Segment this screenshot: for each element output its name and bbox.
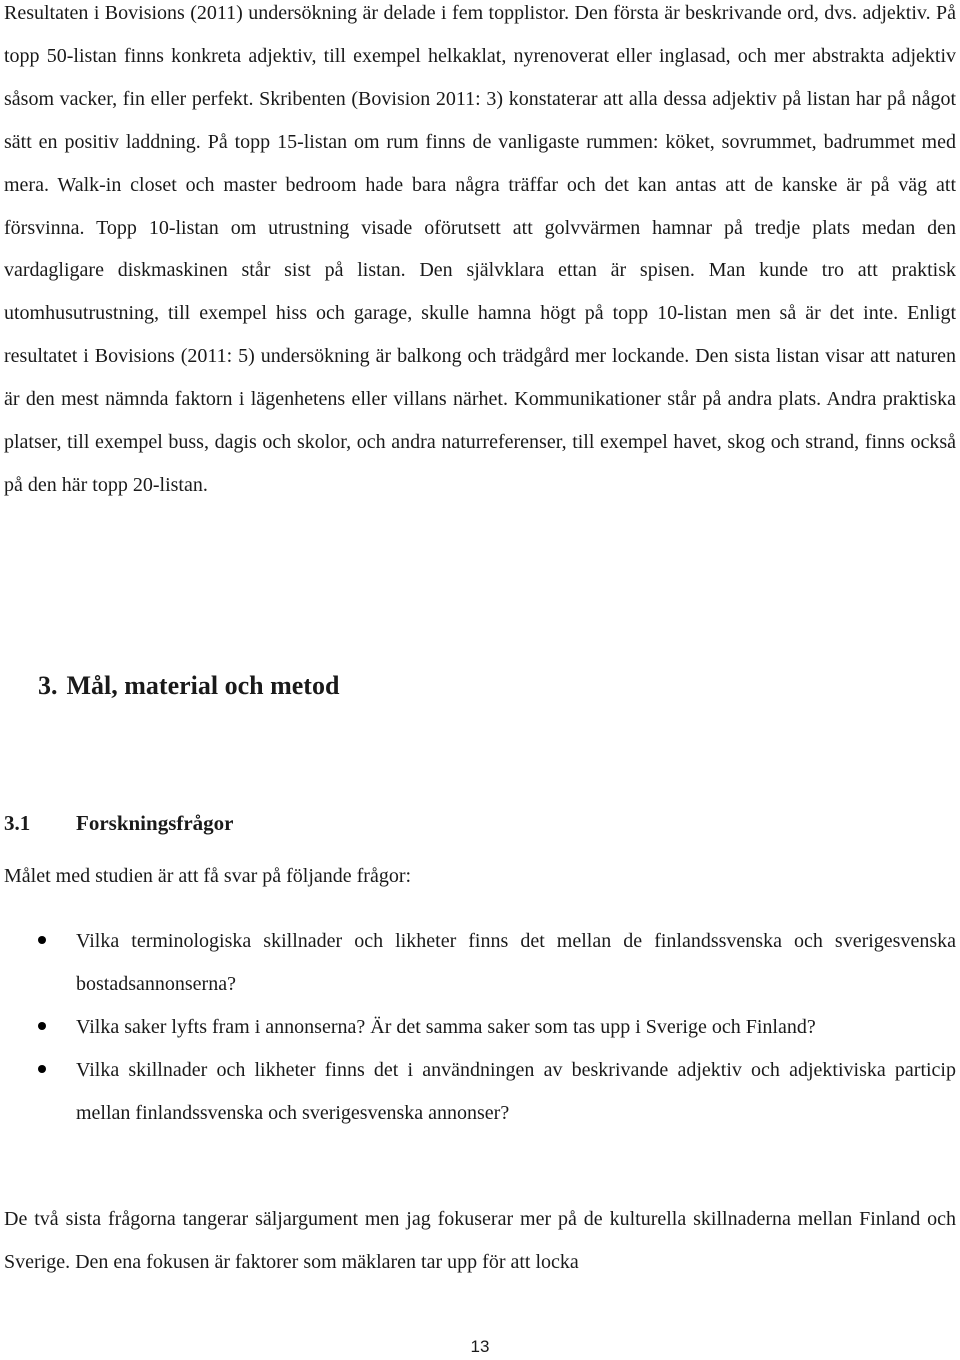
subsection-heading bbox=[4, 806, 234, 840]
question-text: Vilka terminologiska skillnader och likheter finns det mellan de finlandssvenska och sverigesvenska bostadsannonserna? bbox=[76, 930, 956, 995]
intro-paragraph: Resultaten i Bovisions (2011) undersökning är delade i fem topplistor. Den första är beskrivande ord, dvs. adjektiv. På topp 50-listan finns konkreta adjektiv, till exempel helkaklat, nyrenoverat eller inglasad, och mer abstrakta adjektiv såsom vacker, fin eller perfekt. Skribenten (Bovision 2011: 3) konstaterar att alla dessa adjektiv på listan har på något sätt en positiv laddning. På topp 15-listan om rum finns de vanligaste rummen: köket, sovrummet, badrummet med mera. Walk-in closet och master bedroom hade bara några träffar och det kan antas att de kanske är på väg att försvinna. Topp 10-listan om utrustning visade oförutsett att golvvärmen hamnar på tredje plats medan den vardagligare diskmaskinen står sist på listan. Den självklara ettan är spisen. Man kunde tro att praktisk utomhusutrustning, till exempel hiss och garage, skulle hamna högt på topp 10-listan men så är det inte. Enligt resultatet i Bovisions (2011: 5) undersökning är balkong och trädgård mer lockande. Den sista listan visar att naturen är den mest nämnda faktorn i lägenhetens eller villans närhet. Kommunikationer står på andra plats. Andra praktiska platser, till exempel buss, dagis och skolor, och andra naturreferenser, till exempel havet, skog och strand, finns också på den här topp 20-listan. bbox=[4, 2, 956, 496]
section-heading bbox=[38, 666, 339, 706]
question-list bbox=[0, 920, 960, 1135]
subsection-number: 3.1 bbox=[4, 811, 31, 835]
outro-paragraph: De två sista frågorna tangerar säljargument men jag fokuserar mer på de kulturella skillnaderna mellan Finland och Sverige. Den ena fokusen är faktorer som mäklaren tar upp för att locka bbox=[4, 1208, 956, 1273]
question-text: Vilka saker lyfts fram i annonserna? Är det samma saker som tas upp i Sverige och Finland? bbox=[76, 1016, 816, 1038]
section-title: Mål, material och metod bbox=[66, 671, 340, 700]
page-number: 13 bbox=[470, 1337, 490, 1356]
question-text: Vilka skillnader och likheter finns det i användningen av beskrivande adjektiv och adjektiviska particip mellan finlandssvenska och sverigesvenska annonser? bbox=[76, 1059, 956, 1124]
subsection-title: Forskningsfrågor bbox=[76, 811, 234, 835]
bullet-icon bbox=[38, 1065, 46, 1073]
section-number: 3. bbox=[38, 671, 58, 700]
lead-paragraph: Målet med studien är att få svar på följande frågor: bbox=[4, 865, 412, 887]
bullet-icon bbox=[38, 936, 46, 944]
list-item bbox=[0, 920, 956, 1006]
list-item bbox=[0, 1006, 956, 1049]
list-item bbox=[0, 1049, 956, 1135]
bullet-icon bbox=[38, 1022, 46, 1030]
